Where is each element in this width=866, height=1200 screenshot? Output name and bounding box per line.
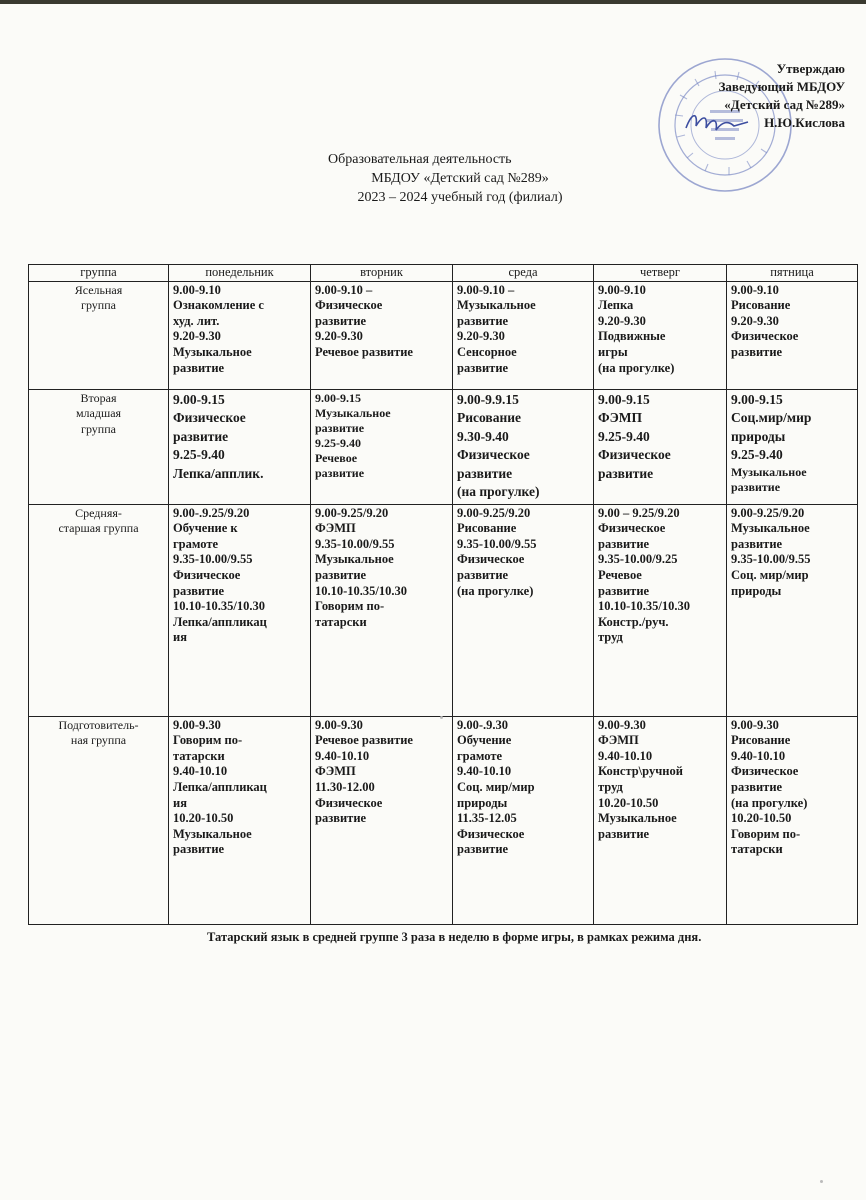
activity-line: Музыкальное — [315, 552, 394, 567]
activity-line: Лепка/аппликац — [173, 614, 267, 629]
group-label-line: группа — [81, 421, 116, 436]
activity-line: Соц.мир/мир — [731, 410, 812, 426]
activity-line: Музыкальное — [173, 826, 252, 841]
activity-line: Констр./руч. — [598, 614, 669, 629]
activity-line: развитие — [173, 583, 225, 598]
table-row — [29, 389, 858, 504]
header-wednesday: среда — [453, 265, 594, 282]
group-label-line: старшая группа — [58, 521, 139, 536]
schedule-table — [28, 264, 858, 925]
schedule-cell-friday — [727, 504, 858, 716]
schedule-cell-monday — [169, 504, 311, 716]
approval-line: Заведующий МБДОУ — [718, 79, 845, 94]
activity-line: 9.00 – 9.25/9.20 — [598, 505, 680, 520]
activity-line: 9.00-9.10 — [731, 282, 779, 297]
activity-line: развитие — [598, 583, 650, 598]
activity-line: Ознакомление с — [173, 298, 264, 313]
activity-line: Физическое — [457, 447, 530, 463]
activity-line: 9.00-9.15 — [173, 391, 225, 407]
activity-line: грамоте — [173, 536, 219, 551]
activity-line: развитие — [457, 465, 513, 481]
header-thursday: четверг — [594, 265, 727, 282]
activity-line: худ. лит. — [173, 313, 220, 328]
activity-line: Речевое — [598, 567, 642, 582]
activity-line: развитие — [598, 826, 650, 841]
activity-line: развитие — [731, 779, 783, 794]
table-row — [29, 504, 858, 716]
schedule-cell-wednesday — [453, 716, 594, 924]
activity-line: татарски — [173, 748, 225, 763]
activity-line: ФЭМП — [315, 521, 356, 536]
activity-line: 9.20-9.30 — [598, 313, 646, 328]
activity-line: Сенсорное — [457, 344, 517, 359]
activity-line: 9.35-10.00/9.55 — [731, 552, 811, 567]
activity-line: Говорим по- — [173, 733, 243, 748]
activity-line: Говорим по- — [731, 826, 801, 841]
schedule-cell-tuesday — [311, 389, 453, 504]
activity-line: развитие — [598, 465, 654, 481]
activity-line: 10.20-10.50 — [731, 811, 792, 826]
activity-line: 9.00-9.25/9.20 — [731, 505, 805, 520]
activity-line: 9.00-9.15 — [731, 391, 783, 407]
activity-line: Физическое — [457, 552, 525, 567]
group-cell — [29, 504, 169, 716]
group-label-line: Средняя- — [75, 505, 122, 520]
activity-line: 11.35-12.05 — [457, 811, 517, 826]
activity-line: татарски — [731, 842, 783, 857]
schedule-cell-friday — [727, 389, 858, 504]
activity-line: Речевое развитие — [315, 344, 413, 359]
activity-line: 9.25-9.40 — [598, 428, 650, 444]
activity-line: Соц. мир/мир — [457, 779, 535, 794]
group-cell — [29, 389, 169, 504]
activity-line: развитие — [457, 360, 509, 375]
activity-line: Физическое — [173, 410, 246, 426]
footnote: Татарский язык в средней группе 3 раза в неделю в форме игры, в рамках режима дня. — [207, 930, 702, 944]
header-friday: пятница — [727, 265, 858, 282]
activity-line: 9.40-10.10 — [173, 764, 228, 779]
activity-line: татарски — [315, 614, 367, 629]
approval-line: «Детский сад №289» — [724, 97, 845, 112]
activity-line: Рисование — [731, 733, 791, 748]
activity-line: Соц. мир/мир — [731, 567, 809, 582]
group-cell — [29, 281, 169, 389]
activity-line: развитие — [598, 536, 650, 551]
header-group: группа — [29, 265, 169, 282]
activity-line: 9.00-9.10 – — [315, 282, 373, 297]
heading-line: Образовательная деятельность — [328, 152, 512, 167]
schedule-cell-monday — [169, 281, 311, 389]
activity-line: 9.20-9.30 — [457, 329, 505, 344]
activity-line: Физическое — [457, 826, 525, 841]
schedule-cell-tuesday — [311, 716, 453, 924]
activity-line: Музыкальное — [731, 464, 807, 479]
header-monday: понедельник — [169, 265, 311, 282]
activity-line: 9.00-9.30 — [315, 717, 363, 732]
activity-line: 9.25-9.40 — [173, 447, 225, 463]
activity-line: труд — [598, 630, 623, 645]
activity-line: Музыкальное — [731, 521, 810, 536]
schedule-cell-monday — [169, 716, 311, 924]
activity-line: 9.40-10.10 — [315, 748, 370, 763]
approval-line: Утверждаю — [776, 61, 845, 76]
activity-line: труд — [598, 779, 623, 794]
activity-line: ФЭМП — [598, 410, 642, 426]
activity-line: 9.20-9.30 — [731, 313, 779, 328]
activity-line: (на прогулке) — [457, 583, 534, 598]
activity-line: 9.30-9.40 — [457, 428, 509, 444]
activity-line: 9.00-9.10 — [173, 282, 221, 297]
activity-line: 10.10-10.35/10.30 — [315, 583, 408, 598]
schedule-cell-tuesday — [311, 504, 453, 716]
activity-line: игры — [598, 344, 628, 359]
activity-line: (на прогулке) — [598, 360, 675, 375]
activity-line: Музыкальное — [173, 344, 252, 359]
activity-line: Музыкальное — [457, 298, 536, 313]
activity-line: 9.00-9.30 — [598, 717, 646, 732]
activity-line: 9.00-9.30 — [731, 717, 779, 732]
schedule-cell-tuesday — [311, 281, 453, 389]
activity-line: Рисование — [731, 298, 791, 313]
activity-line: развитие — [457, 842, 509, 857]
activity-line: 9.35-10.00/9.25 — [598, 552, 678, 567]
activity-line: 9.00-9.15 — [315, 390, 361, 405]
schedule-cell-thursday — [594, 716, 727, 924]
schedule-cell-friday — [727, 281, 858, 389]
activity-line: Обучение к — [173, 521, 238, 536]
activity-line: 9.35-10.00/9.55 — [173, 552, 253, 567]
activity-line: развитие — [457, 313, 509, 328]
table-header-row — [29, 265, 858, 282]
group-label-line: Вторая — [80, 390, 117, 405]
activity-line: Подвижные — [598, 329, 666, 344]
activity-line: Физическое — [173, 567, 241, 582]
group-label-line: Ясельная — [74, 282, 123, 297]
schedule-cell-wednesday — [453, 389, 594, 504]
group-label-line: ная группа — [70, 733, 127, 748]
group-label-line: Подготовитель- — [58, 717, 139, 732]
activity-line: ФЭМП — [598, 733, 639, 748]
activity-line: грамоте — [457, 748, 503, 763]
group-label-line: группа — [81, 298, 116, 313]
activity-line: развитие — [173, 842, 225, 857]
scan-speck — [440, 716, 443, 719]
activity-line: 9.20-9.30 — [173, 329, 221, 344]
activity-line: природы — [457, 795, 508, 810]
table-row — [29, 716, 858, 924]
activity-line: развитие — [315, 811, 367, 826]
activity-line: развитие — [731, 536, 783, 551]
activity-line: Физическое — [731, 329, 799, 344]
activity-line: развитие — [315, 465, 365, 480]
activity-line: 10.20-10.50 — [598, 795, 659, 810]
activity-line: 9.00-9.25/9.20 — [315, 505, 389, 520]
activity-line: развитие — [315, 420, 365, 435]
activity-line: Физическое — [315, 795, 383, 810]
group-label-line: младшая — [75, 406, 122, 421]
activity-line: Физическое — [598, 521, 666, 536]
schedule-cell-friday — [727, 716, 858, 924]
activity-line: 9.00-.9.25/9.20 — [173, 505, 250, 520]
activity-line: ия — [173, 630, 187, 645]
schedule-cell-wednesday — [453, 281, 594, 389]
activity-line: развитие — [731, 479, 781, 494]
approval-line: Н.Ю.Кислова — [764, 115, 845, 130]
activity-line: ФЭМП — [315, 764, 356, 779]
activity-line: 9.00-.9.30 — [457, 717, 509, 732]
activity-line: Речевое — [315, 450, 358, 465]
schedule-cell-monday — [169, 389, 311, 504]
activity-line: развитие — [457, 567, 509, 582]
activity-line: 9.00-9.10 — [598, 282, 646, 297]
activity-line: 10.20-10.50 — [173, 811, 234, 826]
activity-line: Музыкальное — [315, 405, 391, 420]
scan-speck — [820, 1180, 823, 1183]
activity-line: Физическое — [315, 298, 383, 313]
activity-line: развитие — [315, 567, 367, 582]
activity-line: (на прогулке) — [457, 484, 540, 500]
schedule-cell-thursday — [594, 281, 727, 389]
activity-line: 9.35-10.00/9.55 — [315, 536, 395, 551]
schedule-cell-thursday — [594, 389, 727, 504]
activity-line: 9.00-9.15 — [598, 391, 650, 407]
activity-line: Констр\ручной — [598, 764, 683, 779]
activity-line: Речевое развитие — [315, 733, 413, 748]
header-tuesday: вторник — [311, 265, 453, 282]
activity-line: 9.20-9.30 — [315, 329, 363, 344]
activity-line: развитие — [173, 360, 225, 375]
group-cell — [29, 716, 169, 924]
activity-line: Лепка/апплик. — [173, 465, 264, 481]
heading-line: МБДОУ «Детский сад №289» — [371, 171, 549, 186]
activity-line: Говорим по- — [315, 599, 385, 614]
activity-line: 10.10-10.35/10.30 — [598, 599, 691, 614]
activity-line: природы — [731, 428, 786, 444]
activity-line: Лепка/аппликац — [173, 779, 267, 794]
activity-line: Физическое — [731, 764, 799, 779]
activity-line: развитие — [315, 313, 367, 328]
activity-line: 9.00-9.25/9.20 — [457, 505, 531, 520]
activity-line: 9.40-10.10 — [731, 748, 786, 763]
activity-line: 9.00-9.10 – — [457, 282, 515, 297]
activity-line: 11.30-12.00 — [315, 779, 375, 794]
activity-line: 9.35-10.00/9.55 — [457, 536, 537, 551]
activity-line: 9.00-9.9.15 — [457, 391, 519, 407]
schedule-cell-thursday — [594, 504, 727, 716]
activity-line: 9.40-10.10 — [598, 748, 653, 763]
approval-block — [640, 60, 845, 132]
activity-line: Музыкальное — [598, 811, 677, 826]
activity-line: Лепка — [598, 298, 634, 313]
activity-line: 9.40-10.10 — [457, 764, 512, 779]
activity-line: 9.25-9.40 — [315, 435, 361, 450]
document-heading — [300, 150, 620, 207]
page-edge — [0, 0, 866, 4]
activity-line: 10.10-10.35/10.30 — [173, 599, 266, 614]
activity-line: Физическое — [598, 447, 671, 463]
table-row — [29, 281, 858, 389]
activity-line: ия — [173, 795, 187, 810]
activity-line: 9.25-9.40 — [731, 447, 783, 463]
activity-line: Рисование — [457, 410, 522, 426]
activity-line: Обучение — [457, 733, 512, 748]
activity-line: развитие — [731, 344, 783, 359]
activity-line: 9.00-9.30 — [173, 717, 221, 732]
activity-line: развитие — [173, 428, 229, 444]
heading-line: 2023 – 2024 учебный год (филиал) — [357, 190, 563, 205]
activity-line: природы — [731, 583, 782, 598]
schedule-cell-wednesday — [453, 504, 594, 716]
activity-line: Рисование — [457, 521, 517, 536]
activity-line: (на прогулке) — [731, 795, 808, 810]
